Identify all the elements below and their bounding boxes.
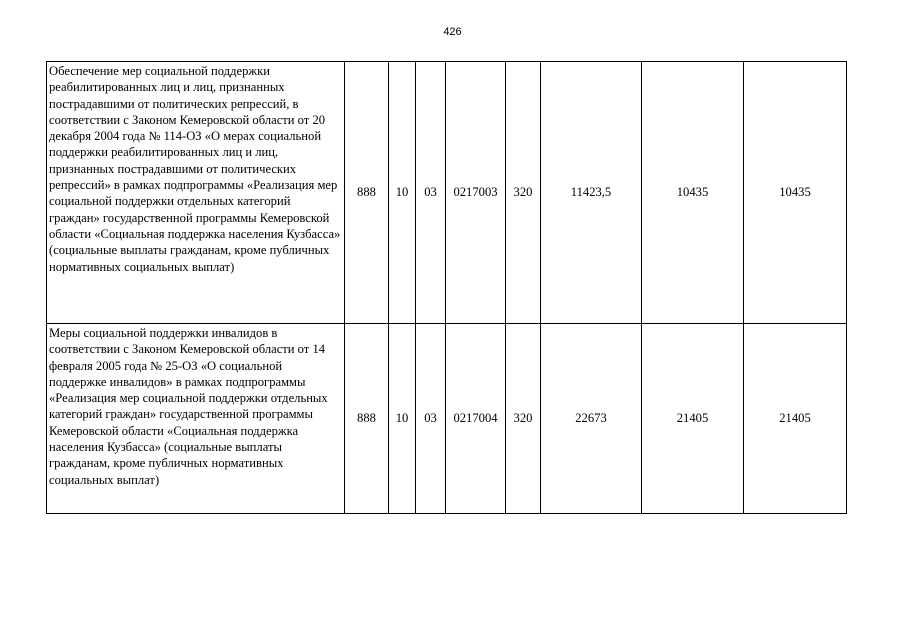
section-code: 10 [389,62,416,324]
page-number: 426 [443,26,462,38]
ministry-code: 888 [345,324,389,514]
amount-year-2: 10435 [642,62,744,324]
row-description: Меры социальной поддержки инвалидов в соответствии с Законом Кемеровской области от 14 февраля 2005 года № 25-ОЗ «О социальной поддержке инвалидов» в рамках подпрограммы «Реализация мер социальной поддержки отдельных категорий граждан» государственной программы Кемеровской области «Социальная поддержка населения Кузбасса» (социальные выплаты гражданам, кроме публичных нормативных социальных выплат) [47,324,345,514]
section-code: 10 [389,324,416,514]
amount-year-3: 10435 [744,62,847,324]
target-article-code: 0217003 [446,62,506,324]
row-description: Обеспечение мер социальной поддержки реабилитированных лиц и лиц, признанных пострадавшими от политических репрессий, в соответствии с Законом Кемеровской области от 20 декабря 2004 года № 114-ОЗ «О мерах социальной поддержки реабилитированных лиц и лиц, признанных пострадавшими от политических репрессий» в рамках подпрограммы «Реализация мер социальной поддержки отдельных категорий граждан» государственной программы Кемеровской области «Социальная поддержка населения Кузбасса» (социальные выплаты гражданам, кроме публичных нормативных социальных выплат) [47,62,345,324]
ministry-code: 888 [345,62,389,324]
amount-year-1: 11423,5 [541,62,642,324]
budget-table [46,61,847,514]
table-row [47,324,847,514]
subsection-code: 03 [416,62,446,324]
amount-year-3: 21405 [744,324,847,514]
target-article-code: 0217004 [446,324,506,514]
expense-type-code: 320 [506,62,541,324]
table-row [47,62,847,324]
expense-type-code: 320 [506,324,541,514]
amount-year-1: 22673 [541,324,642,514]
subsection-code: 03 [416,324,446,514]
amount-year-2: 21405 [642,324,744,514]
